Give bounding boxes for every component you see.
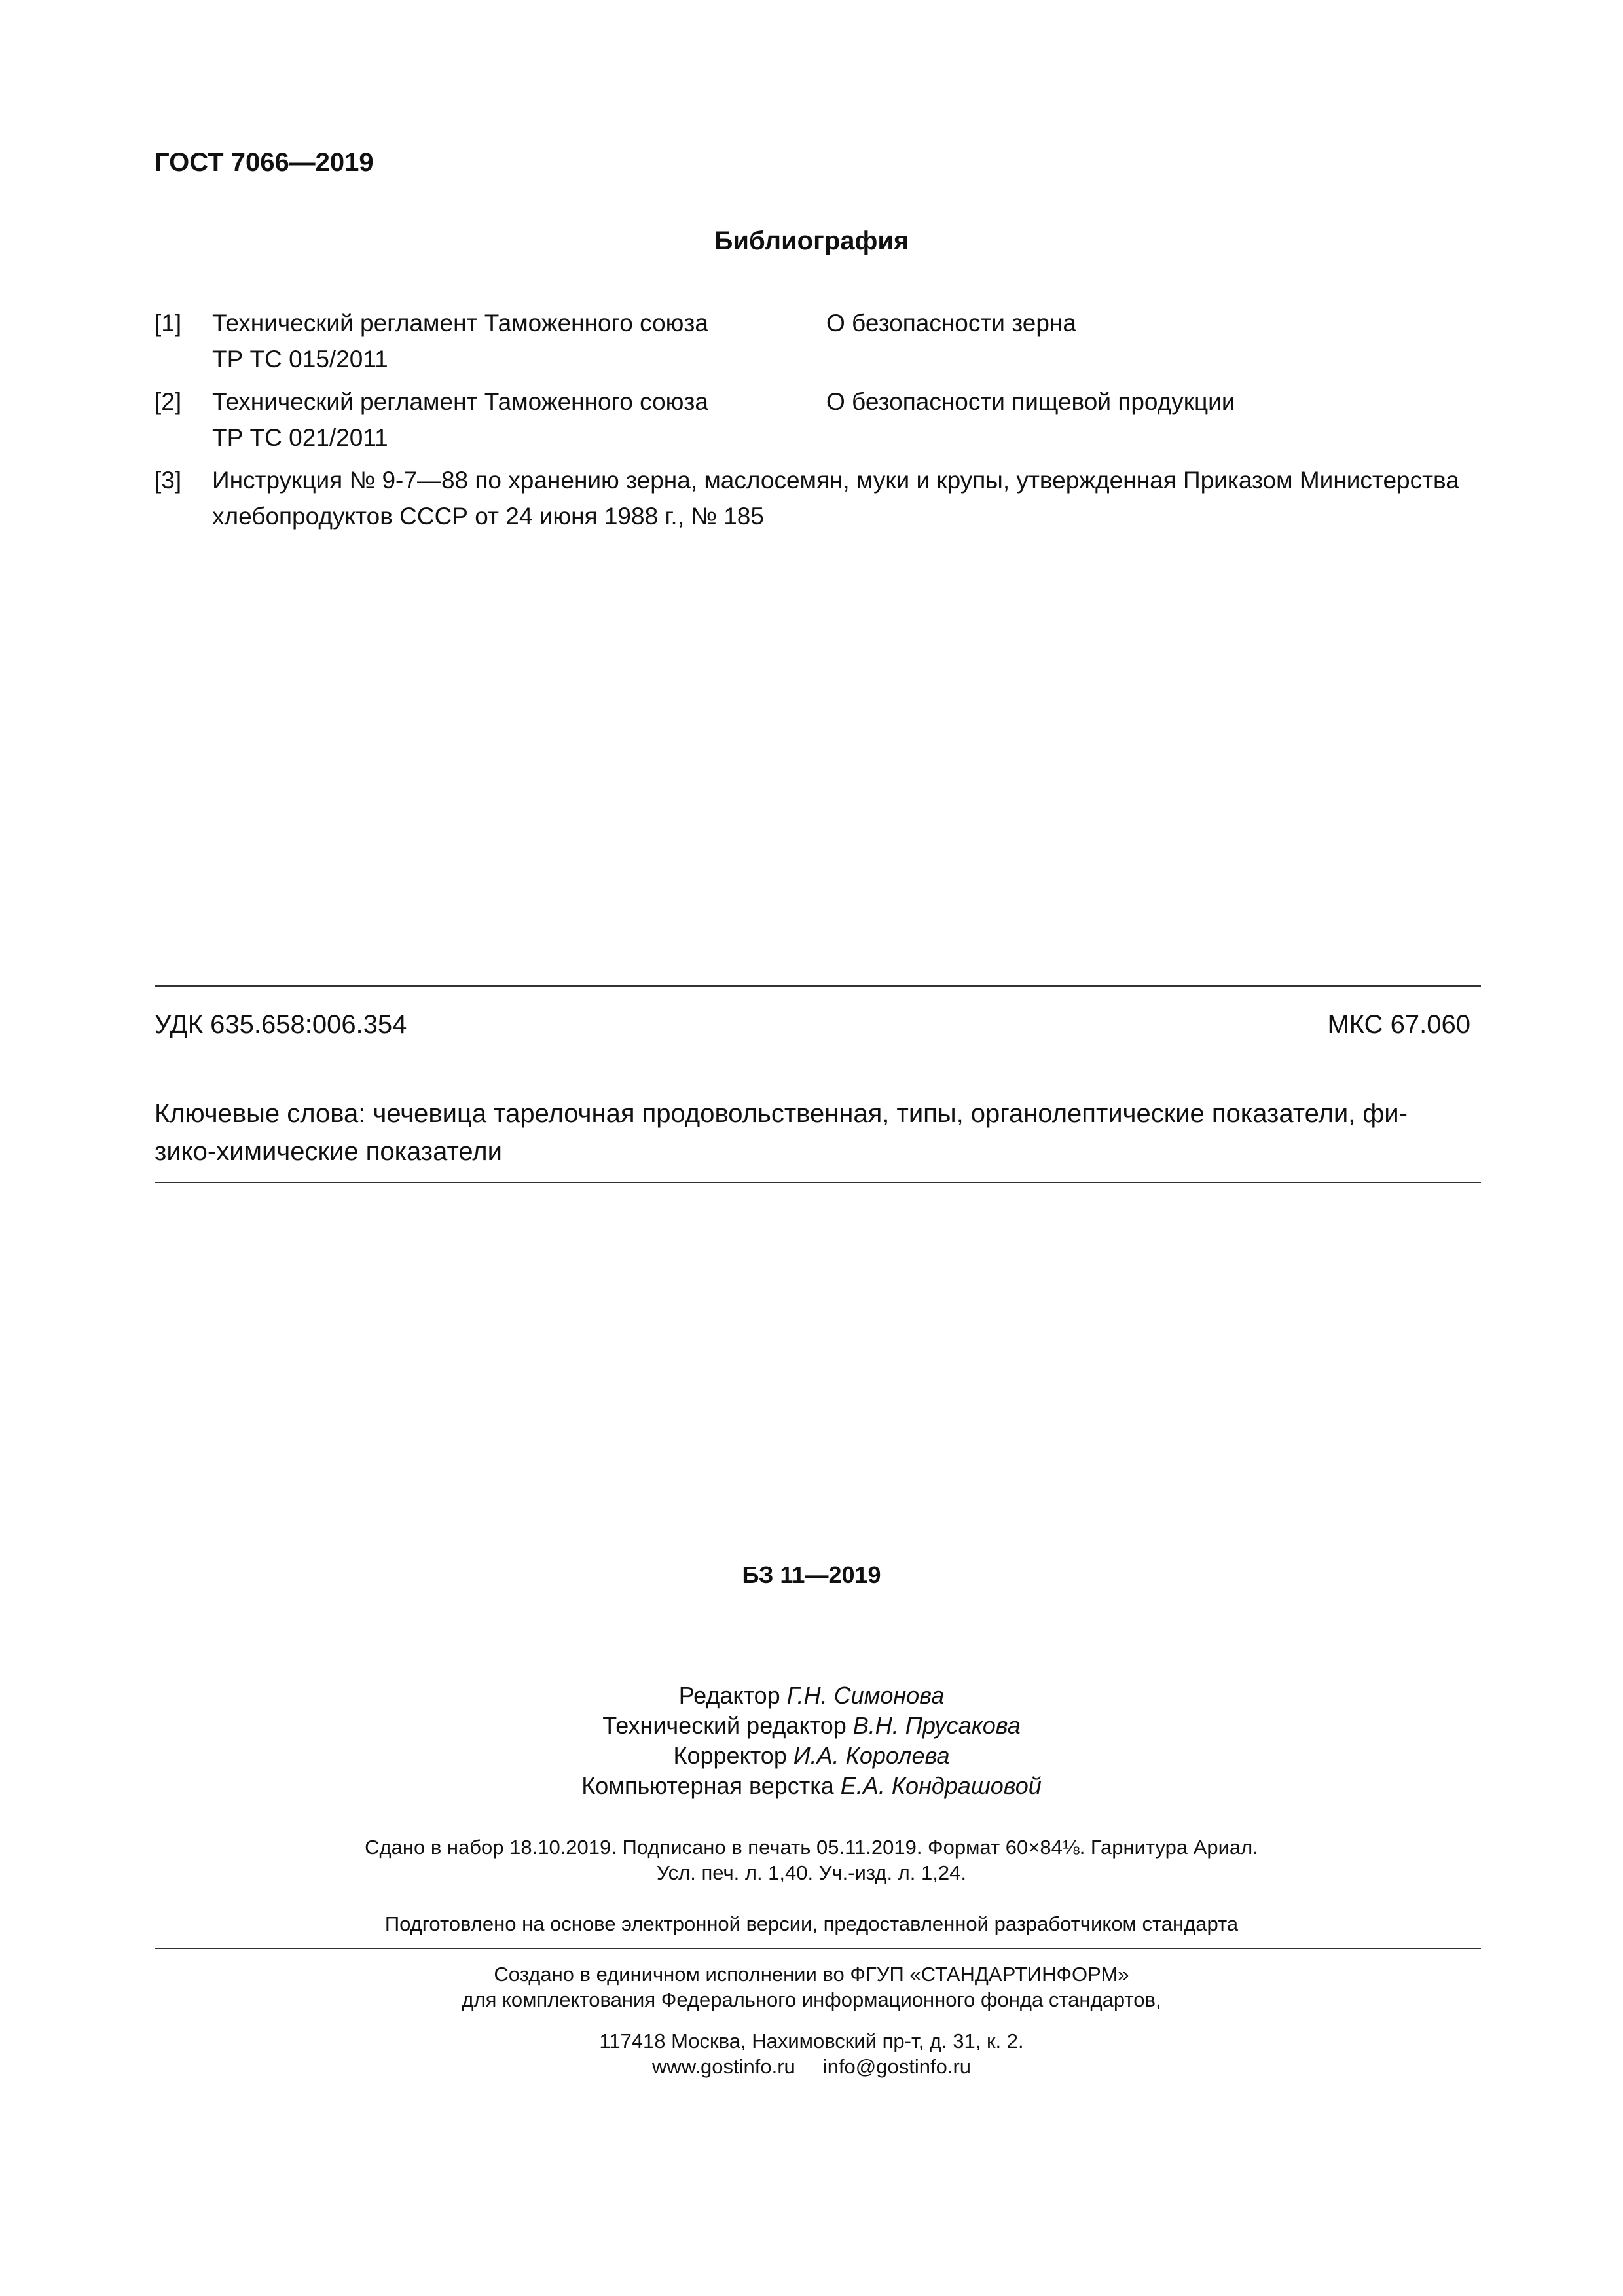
credit-name: Г.Н. Симонова — [786, 1682, 945, 1709]
credit-role: Корректор — [673, 1742, 787, 1769]
credit-layout — [0, 1771, 1623, 1801]
keywords — [155, 1095, 1481, 1171]
ref-1-number: [1] — [155, 310, 182, 337]
created-note — [0, 1961, 1623, 2013]
keywords-line2: зико-химические показатели — [155, 1137, 502, 1166]
credits-block — [0, 1681, 1623, 1801]
ref-2-line2: ТР ТС 021/2011 — [212, 424, 388, 451]
print-info — [0, 1834, 1623, 1886]
ref-1-subject: О безопасности зерна — [826, 310, 1076, 337]
credit-role: Компьютерная верстка — [581, 1772, 834, 1799]
credit-role: Редактор — [678, 1682, 780, 1709]
ref-3-title — [212, 462, 1482, 534]
mks-code: МКС 67.060 — [1327, 1010, 1470, 1039]
ref-3-number: [3] — [155, 467, 182, 494]
document-code: ГОСТ 7066—2019 — [155, 148, 374, 177]
credit-name: И.А. Королева — [793, 1742, 950, 1769]
email-link[interactable]: info@gostinfo.ru — [822, 2055, 972, 2078]
ref-2-number: [2] — [155, 388, 182, 415]
ref-2-title — [212, 384, 708, 456]
ref-3-line1: Инструкция № 9-7—88 по хранению зерна, маслосемян, муки и крупы, утвержденная Приказом Министерства — [212, 467, 1459, 494]
created-line2: для комплектования Федерального информационного фонда стандартов, — [462, 1988, 1161, 2011]
ref-1-line1: Технический регламент Таможенного союза — [212, 310, 708, 337]
credit-name: Е.А. Кондрашовой — [840, 1772, 1042, 1799]
prepared-note: Подготовлено на основе электронной версии, предоставленной разработчиком стандарта — [384, 1912, 1239, 1935]
credit-name: В.Н. Прусакова — [852, 1712, 1021, 1739]
udk-code: УДК 635.658:006.354 — [155, 1010, 407, 1039]
bz-number: БЗ 11—2019 — [742, 1561, 881, 1588]
credit-proofreader — [0, 1741, 1623, 1771]
divider-middle — [155, 1182, 1481, 1183]
divider-top — [155, 985, 1481, 987]
credit-tech-editor — [0, 1711, 1623, 1741]
created-line1: Создано в единичном исполнении во ФГУП «СТАНДАРТИНФОРМ» — [494, 1963, 1129, 1986]
address: 117418 Москва, Нахимовский пр-т, д. 31, к. 2. — [599, 2030, 1024, 2052]
contact-block — [0, 2028, 1623, 2079]
keywords-line1: Ключевые слова: чечевица тарелочная продовольственная, типы, органолептические показатели, фи- — [155, 1099, 1408, 1128]
ref-2-line1: Технический регламент Таможенного союза — [212, 388, 708, 415]
website-link[interactable]: www.gostinfo.ru — [651, 2055, 795, 2078]
bibliography-title: Библиография — [714, 227, 909, 255]
contacts — [0, 2054, 1623, 2079]
ref-2-subject: О безопасности пищевой продукции — [826, 388, 1235, 415]
divider-bottom — [155, 1948, 1481, 1949]
credit-editor — [0, 1681, 1623, 1711]
credit-role: Технический редактор — [602, 1712, 847, 1739]
print-info-line1: Сдано в набор 18.10.2019. Подписано в печать 05.11.2019. Формат 60×84⅛. Гарнитура Ариал. — [365, 1836, 1258, 1859]
ref-1-title — [212, 305, 708, 377]
print-info-line2: Усл. печ. л. 1,40. Уч.-изд. л. 1,24. — [657, 1861, 966, 1884]
ref-1-line2: ТР ТС 015/2011 — [212, 346, 388, 373]
ref-3-line2: хлебопродуктов СССР от 24 июня 1988 г., № 185 — [212, 503, 764, 530]
